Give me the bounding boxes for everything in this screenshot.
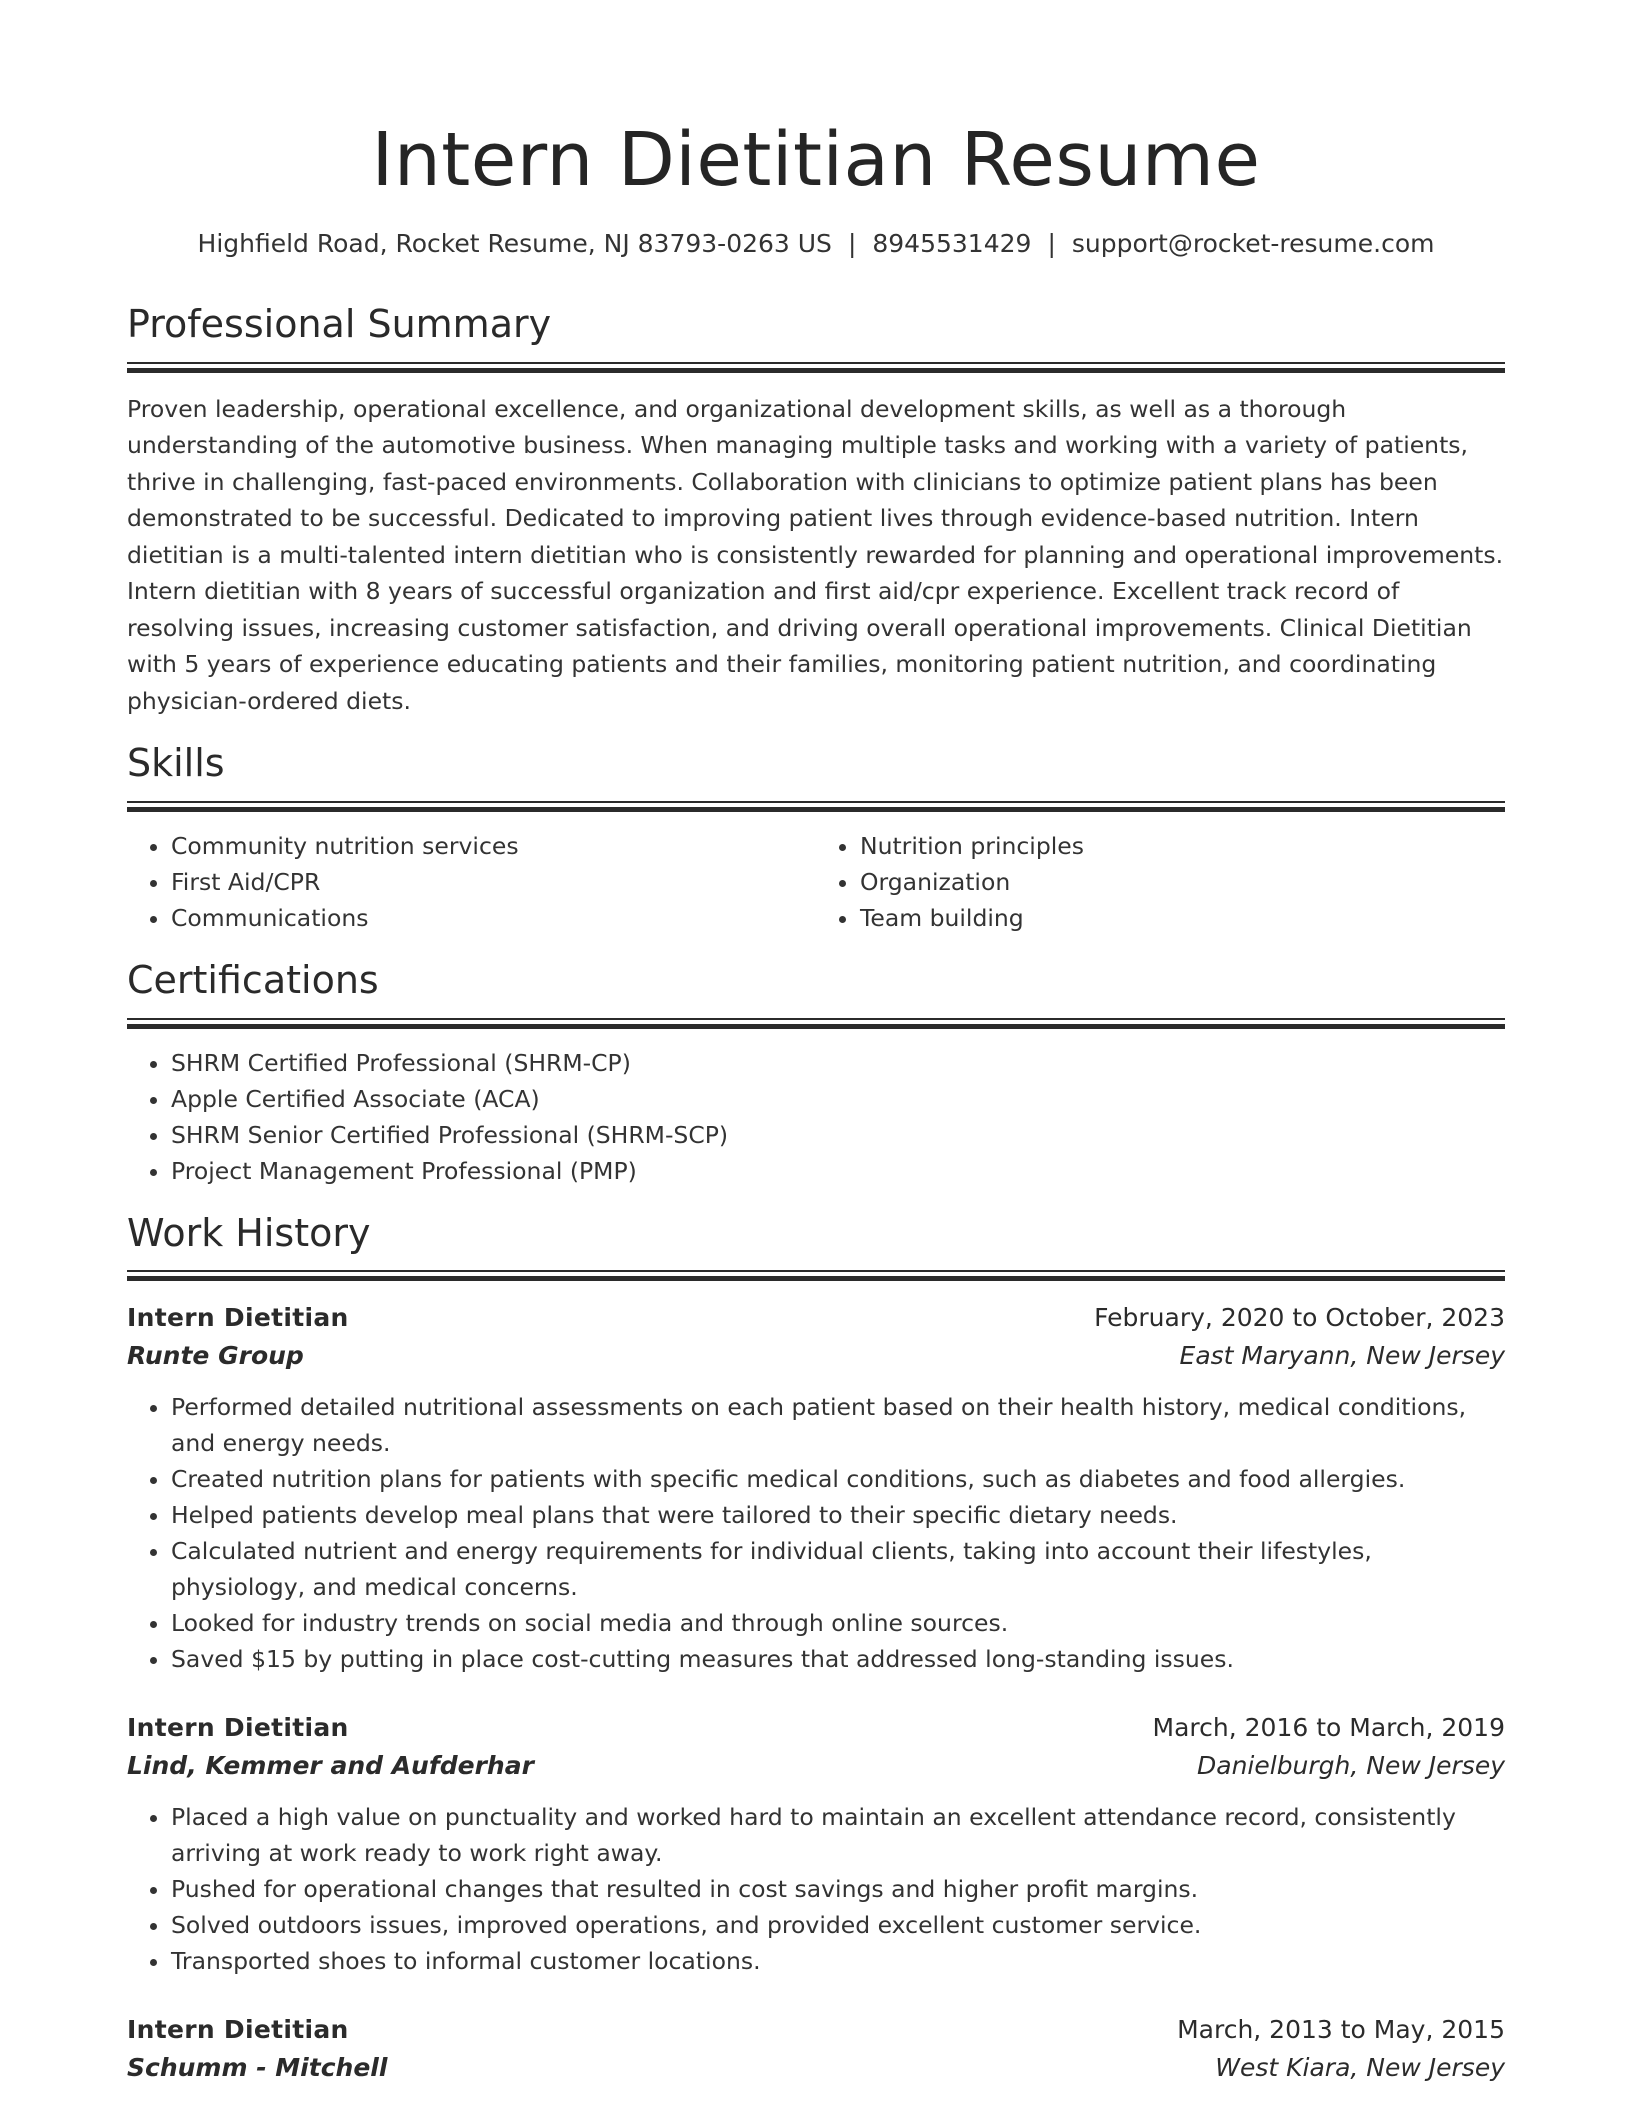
contact-separator: |: [847, 229, 857, 259]
job-title: Intern Dietitian: [127, 1303, 349, 1333]
certification-item: • Project Management Professional (PMP): [171, 1153, 1505, 1189]
skills-section: [127, 741, 1505, 936]
skill-item: • Team building: [860, 900, 1505, 936]
job-bullets: [127, 1389, 1505, 1677]
summary-text: Proven leadership, operational excellence, and organizational development skills, as well as a thorough understanding of the automotive business. When managing multiple tasks and working with a variety of patients, thrive in challenging, fast-paced environments. Collaboration with clinicians to optimize patient plans has been demonstrated to be successful. Dedicated to improving patient lives through evidence-based nutrition. Intern dietitian is a multi-talented intern dietitian who is consistently rewarded for planning and operational improvements. Intern dietitian with 8 years of successful organization and first aid/cpr experience. Excellent track record of resolving issues, increasing customer satisfaction, and driving overall operational improvements. Clinical Dietitian with 5 years of experience educating patients and their families, monitoring patient nutrition, and coordinating physician-ordered diets.: [127, 394, 1504, 715]
job-bullet: • Saved $15 by putting in place cost-cutting measures that addressed long-standing issues.: [171, 1641, 1505, 1677]
skill-item: • Community nutrition services: [171, 828, 816, 864]
job-header-row: [127, 1299, 1505, 1337]
job-header-row: [127, 2011, 1505, 2049]
job-title: Intern Dietitian: [127, 2015, 349, 2045]
job-bullet: • Calculated nutrient and energy requirements for individual clients, taking into account their lifestyles, physiology, and medical concerns.: [171, 1533, 1505, 1605]
job-subheader-row: [127, 2049, 1505, 2087]
section-divider: [127, 362, 1505, 373]
job-dates: March, 2013 to May, 2015: [1177, 2015, 1505, 2045]
summary-section: [127, 302, 1505, 719]
job-bullet: • Created nutrition plans for patients with specific medical conditions, such as diabetes and food allergies.: [171, 1461, 1505, 1497]
job-subheader-row: [127, 1747, 1505, 1785]
job-entry: [127, 2011, 1505, 2087]
skills-list-left: [127, 828, 816, 936]
section-divider: [127, 801, 1505, 812]
job-company: Lind, Kemmer and Aufderhar: [127, 1751, 534, 1781]
skill-item: • Organization: [860, 864, 1505, 900]
skill-item: • Nutrition principles: [860, 828, 1505, 864]
job-bullet: • Transported shoes to informal customer locations.: [171, 1943, 1505, 1979]
certifications-list: [127, 1045, 1505, 1189]
job-bullet: • Placed a high value on punctuality and worked hard to maintain an excellent attendance record, consistently arriving at work ready to work right away.: [171, 1799, 1505, 1871]
skill-item: • Communications: [171, 900, 816, 936]
section-title-skills: Skills: [127, 741, 225, 786]
resume-title: Intern Dietitian Resume: [371, 117, 1261, 203]
contact-separator: |: [1047, 229, 1056, 259]
section-title-summary: Professional Summary: [127, 302, 552, 347]
job-header-row: [127, 1709, 1505, 1747]
section-title-certifications: Certifications: [127, 958, 379, 1003]
job-title: Intern Dietitian: [127, 1713, 349, 1743]
job-bullets: [127, 1799, 1505, 1979]
job-location: East Maryann, New Jersey: [1179, 1341, 1505, 1371]
certification-item: • SHRM Senior Certified Professional (SHRM-SCP): [171, 1117, 1505, 1153]
skill-item: • First Aid/CPR: [171, 864, 816, 900]
section-divider: [127, 1018, 1505, 1029]
job-subheader-row: [127, 1337, 1505, 1375]
job-location: Danielburgh, New Jersey: [1197, 1751, 1505, 1781]
section-title-work-history: Work History: [127, 1210, 371, 1255]
skills-grid: [127, 828, 1505, 936]
certification-item: • Apple Certified Associate (ACA): [171, 1081, 1505, 1117]
job-bullet: • Helped patients develop meal plans that were tailored to their specific dietary needs.: [171, 1497, 1505, 1533]
skills-list-right: [816, 828, 1505, 936]
job-dates: February, 2020 to October, 2023: [1094, 1303, 1505, 1333]
section-divider: [127, 1270, 1505, 1281]
work-history-section: [127, 1211, 1505, 2088]
job-location: West Kiara, New Jersey: [1215, 2053, 1505, 2083]
certifications-section: [127, 958, 1505, 1189]
job-company: Runte Group: [127, 1341, 304, 1371]
job-entry: [127, 1299, 1505, 1677]
job-bullet: • Performed detailed nutritional assessments on each patient based on their health history, medical conditions, and energy needs.: [171, 1389, 1505, 1461]
job-dates: March, 2016 to March, 2019: [1152, 1713, 1505, 1743]
contact-address: Highfield Road, Rocket Resume, NJ 83793-0263 US: [197, 229, 832, 259]
contact-line: [127, 229, 1505, 258]
certification-item: • SHRM Certified Professional (SHRM-CP): [171, 1045, 1505, 1081]
job-bullet: • Looked for industry trends on social media and through online sources.: [171, 1605, 1505, 1641]
job-bullet: • Pushed for operational changes that resulted in cost savings and higher profit margins.: [171, 1871, 1505, 1907]
job-entry: [127, 1709, 1505, 1979]
contact-email[interactable]: support@rocket-resume.com: [1071, 229, 1435, 259]
job-bullet: • Solved outdoors issues, improved operations, and provided excellent customer service.: [171, 1907, 1505, 1943]
job-company: Schumm - Mitchell: [127, 2053, 388, 2083]
contact-phone: 8945531429: [872, 229, 1032, 259]
